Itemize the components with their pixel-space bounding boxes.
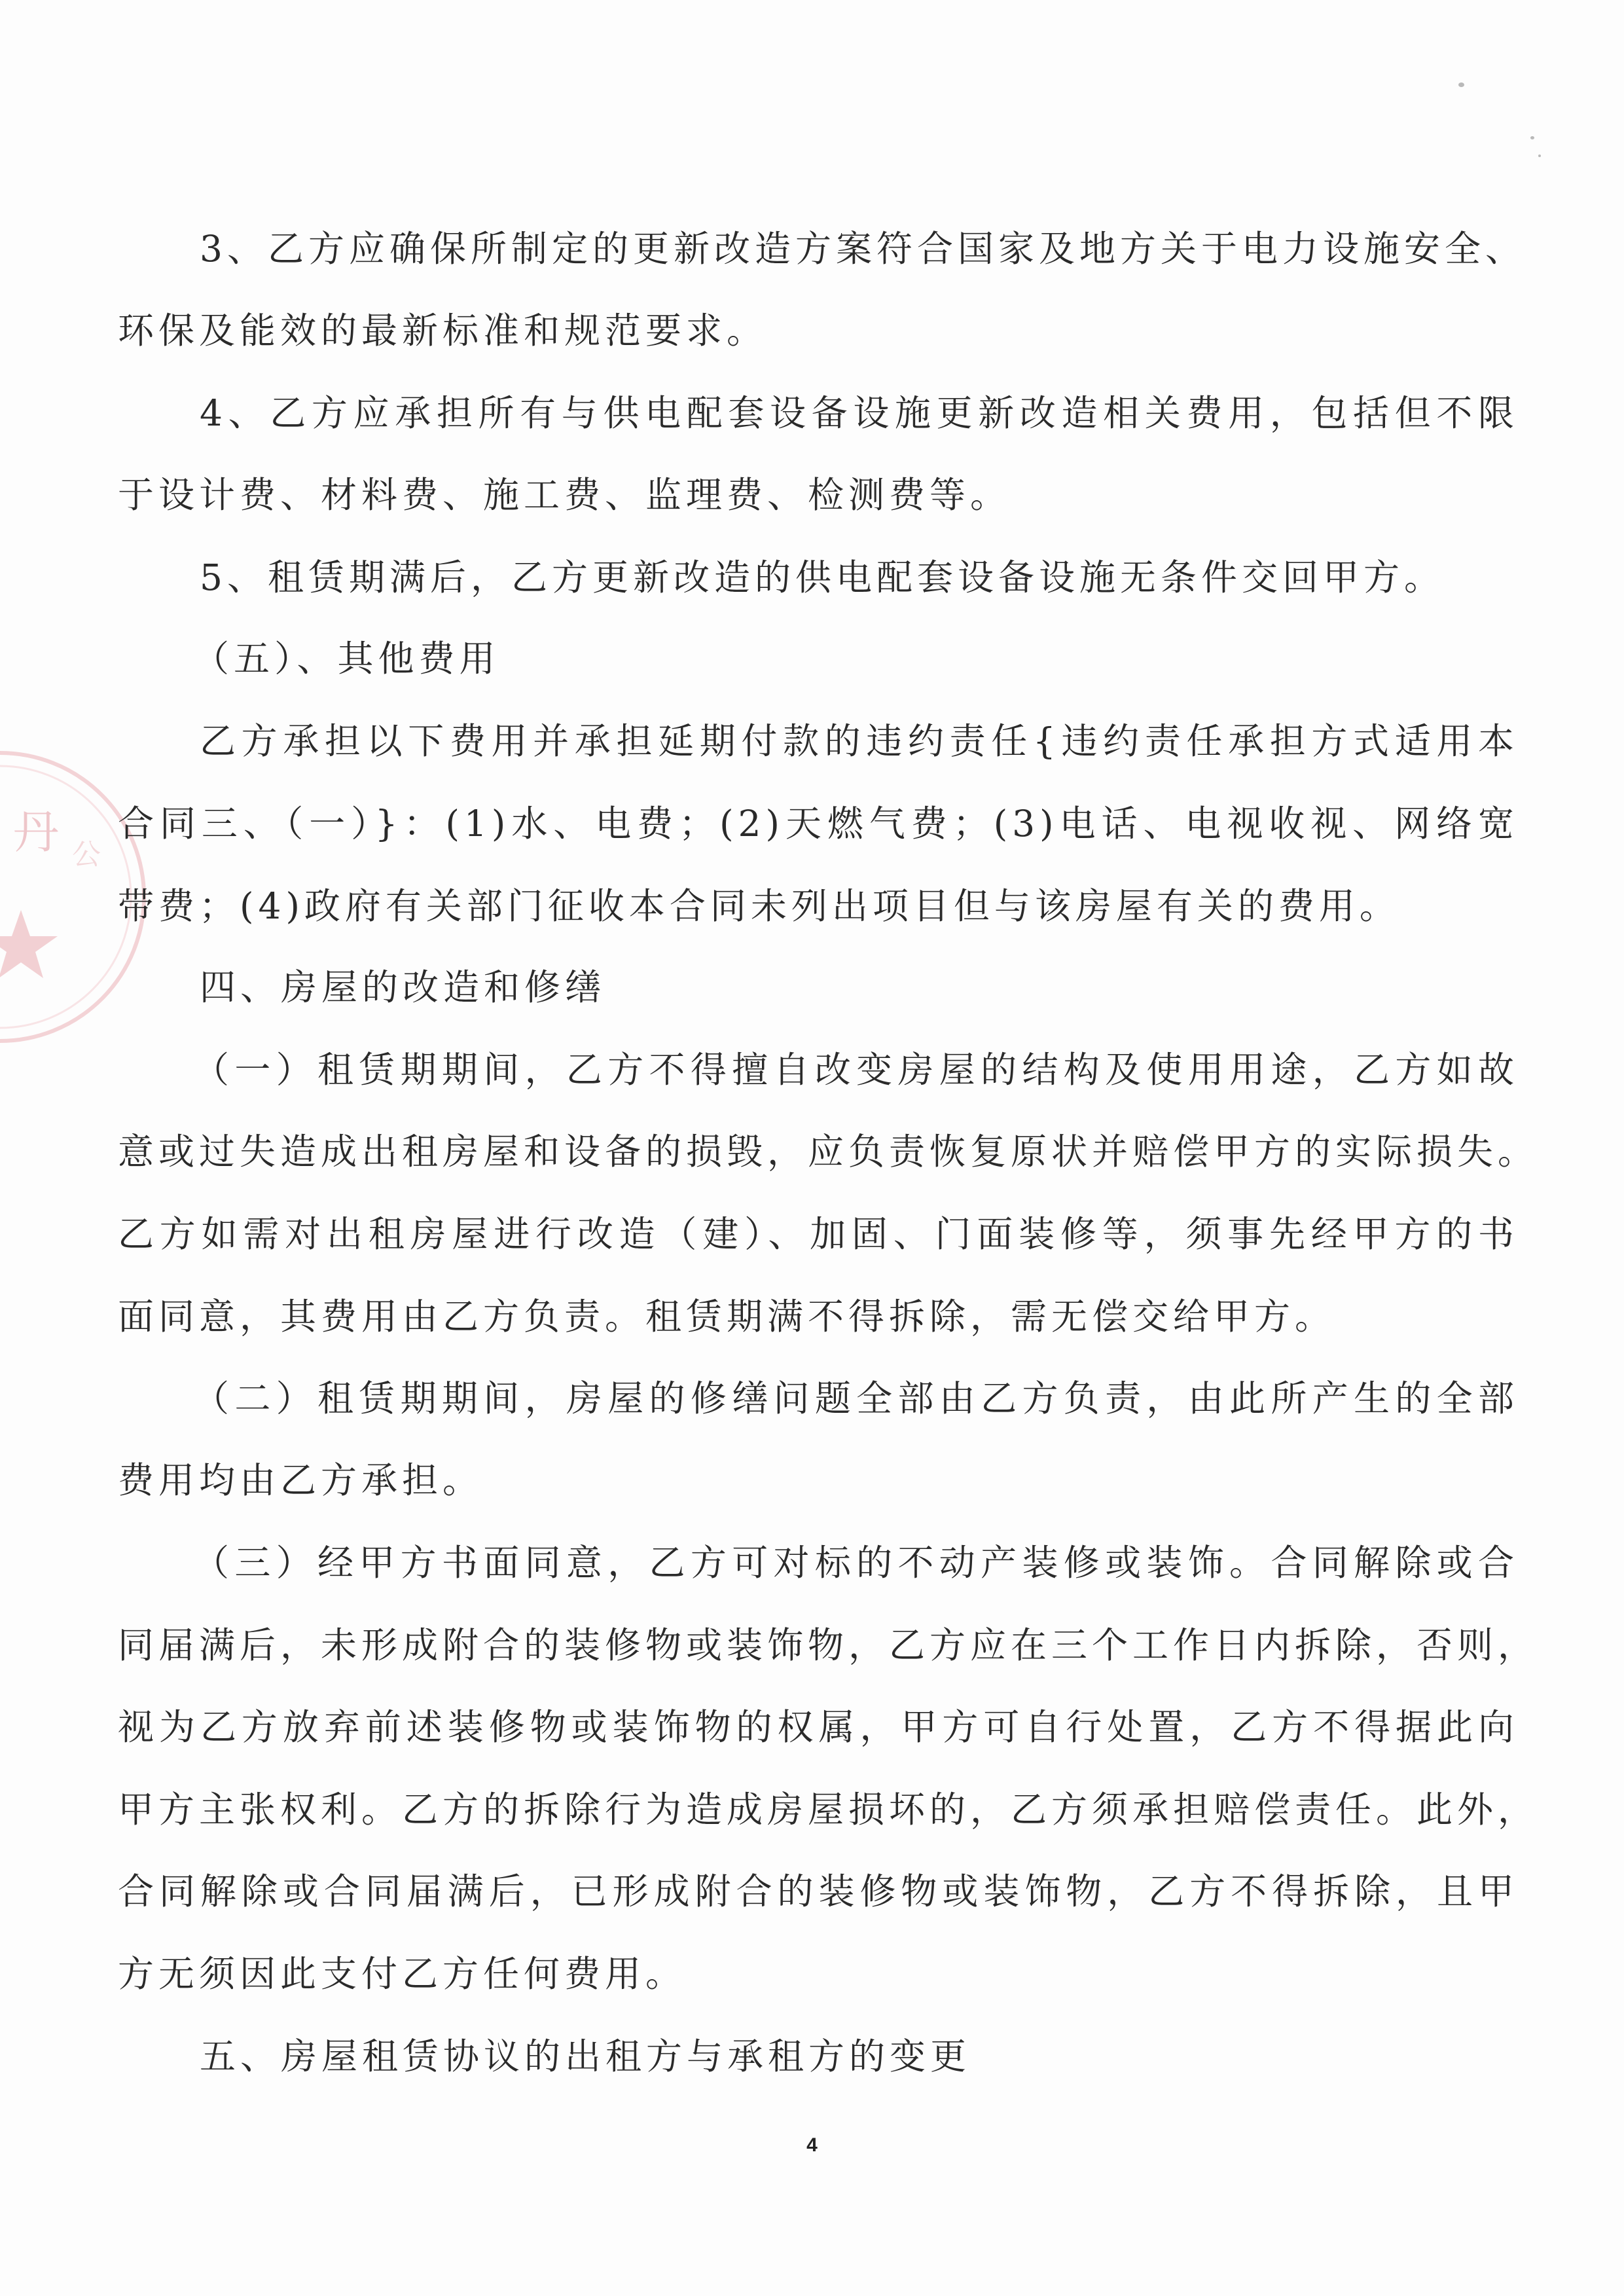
text-line: 面同意，其费用由乙方负责。租赁期满不得拆除，需无偿交给甲方。 bbox=[118, 1296, 1336, 1338]
text-line: 环保及能效的最新标准和规范要求。 bbox=[118, 310, 768, 352]
scan-speck bbox=[1458, 82, 1464, 87]
text-line: 费用均由乙方承担。 bbox=[118, 1459, 484, 1501]
text-line: 方无须因此支付乙方任何费用。 bbox=[118, 1953, 687, 1995]
section-heading: 五、房屋租赁协议的出租方与承租方的变更 bbox=[200, 2035, 971, 2077]
section-heading: 四、房屋的改造和修缮 bbox=[200, 966, 606, 1008]
text-line: 视为乙方放弃前述装修物或装饰物的权属，甲方可自行处置，乙方不得据此向 bbox=[118, 1706, 1519, 1748]
text-line: （二）租赁期期间，房屋的修缮问题全部由乙方负责，由此所产生的全部 bbox=[193, 1377, 1519, 1419]
text-line: 甲方主张权利。乙方的拆除行为造成房屋损坏的，乙方须承担赔偿责任。此外， bbox=[118, 1789, 1539, 1831]
text-line: 4、乙方应承担所有与供电配套设备设施更新改造相关费用，包括但不限 bbox=[200, 392, 1519, 434]
text-line: （三）经甲方书面同意，乙方可对标的不动产装修或装饰。合同解除或合 bbox=[193, 1542, 1519, 1584]
section-heading: （五）、其他费用 bbox=[193, 638, 500, 680]
page-number: 4 bbox=[806, 2134, 818, 2156]
text-line: 带费；(4)政府有关部门征收本合同未列出项目但与该房屋有关的费用。 bbox=[118, 885, 1400, 927]
text-line: 意或过失造成出租房屋和设备的损毁，应负责恢复原状并赔偿甲方的实际损失。 bbox=[118, 1131, 1539, 1173]
text-line: （一）租赁期期间，乙方不得擅自改变房屋的结构及使用用途，乙方如故 bbox=[193, 1049, 1519, 1091]
svg-text:公: 公 bbox=[72, 838, 101, 871]
scan-speck bbox=[1538, 155, 1541, 157]
text-line: 合同解除或合同届满后，已形成附合的装修物或装饰物，乙方不得拆除，且甲 bbox=[118, 1870, 1519, 1912]
text-line: 3、乙方应确保所制定的更新改造方案符合国家及地方关于电力设施安全、 bbox=[200, 228, 1526, 270]
text-line: 乙方如需对出租房屋进行改造（建）、加固、门面装修等，须事先经甲方的书 bbox=[118, 1213, 1519, 1255]
scan-speck bbox=[1530, 136, 1534, 139]
text-line: 5、租赁期满后，乙方更新改造的供电配套设备设施无条件交回甲方。 bbox=[200, 556, 1445, 598]
text-line: 乙方承担以下费用并承担延期付款的违约责任{违约责任承担方式适用本 bbox=[200, 720, 1519, 762]
text-line: 于设计费、材料费、施工费、监理费、检测费等。 bbox=[118, 474, 1011, 516]
text-line: 合同三、（一）}：(1)水、电费；(2)天燃气费；(3)电话、电视收视、网络宽 bbox=[118, 803, 1519, 845]
svg-text:丹: 丹 bbox=[13, 805, 59, 859]
text-line: 同届满后，未形成附合的装修物或装饰物，乙方应在三个工作日内拆除，否则， bbox=[118, 1624, 1539, 1666]
